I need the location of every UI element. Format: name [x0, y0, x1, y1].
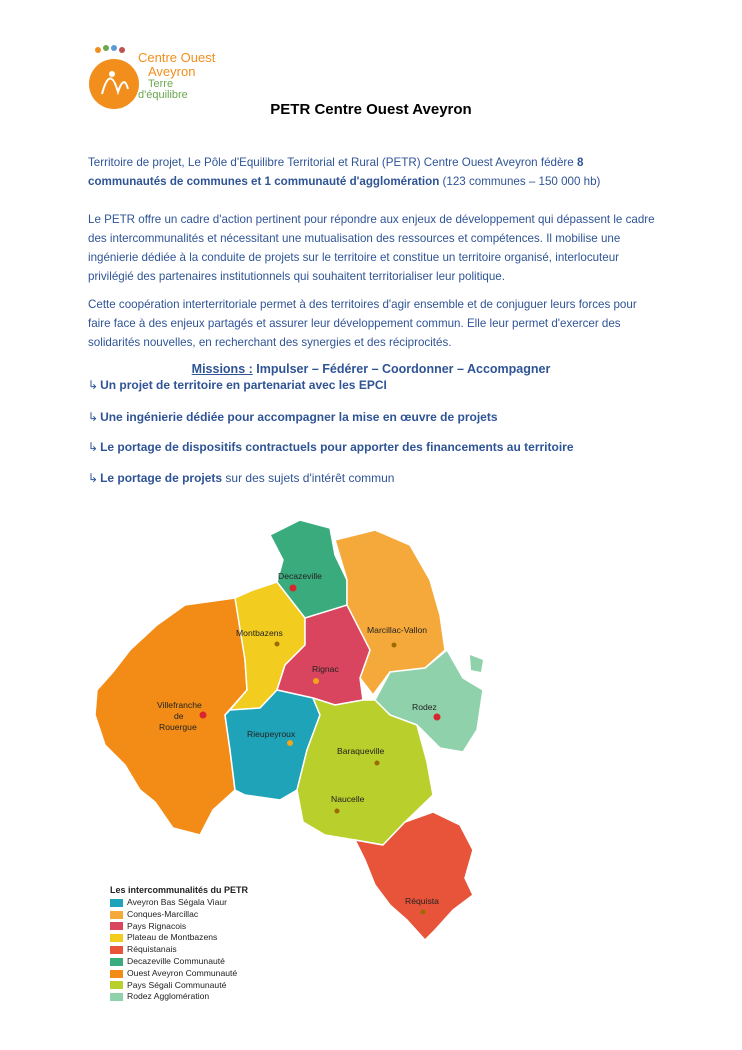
paragraph-2: Le PETR offre un cadre d'action pertinent pour répondre aux enjeux de développement qui dépassent le cadre des intercommunalités et nécessitant une mutualisation des ressources et compétences. Il mobilise une ingénierie dédiée à la conduite de projets sur le territoire et constitue un territoire organisé, interlocuteur privilégié des partenaires institutionnels qui souhaitent territorialiser leur politique.: [88, 213, 655, 283]
paragraph-3: Cette coopération interterritoriale permet à des territoires d'agir ensemble et de conjuguer leurs forces pour faire face à des enjeux partagés et assurer leur développement commun. Elle leur permet d'exercer des solidarités nouvelles, en recherchant des synergies et des réciprocités.: [88, 298, 637, 349]
legend-label: Ouest Aveyron Communauté: [127, 967, 238, 978]
place-villefranche-rouergue: Rouergue: [159, 722, 197, 732]
place-decazeville: Decazeville: [278, 571, 322, 581]
petr-territory-map: [85, 500, 495, 950]
logo-line1: Centre Ouest: [138, 50, 216, 65]
place-requista: Réquista: [405, 896, 439, 906]
arrow-icon: ↳: [88, 471, 99, 485]
region-rodez-exclave: [470, 655, 483, 672]
intro-text-before: Territoire de projet, Le Pôle d'Equilibre Territorial et Rural (PETR) Centre Ouest Aveyron fédère: [88, 156, 577, 169]
legend-item: [110, 932, 248, 944]
legend-item: [110, 909, 248, 921]
legend-title: Les intercommunalités du PETR: [110, 885, 249, 895]
place-rodez: Rodez: [412, 702, 437, 712]
mission-item-rest: sur des sujets d'intérêt commun: [222, 471, 395, 485]
legend-swatch: [110, 981, 123, 989]
legend-item: [110, 956, 248, 968]
place-dot: [421, 910, 426, 915]
place-villefranche: Villefranche: [157, 700, 202, 710]
logo-line2: Aveyron: [148, 64, 196, 79]
legend-swatch: [110, 899, 123, 907]
legend-swatch: [110, 958, 123, 966]
legend-item: [110, 968, 248, 980]
place-rignac: Rignac: [312, 664, 339, 674]
mission-item-bold: Le portage de dispositifs contractuels pour apporter des financements au territoire: [100, 440, 574, 454]
intro-text-after: (123 communes – 150 000 hb): [439, 175, 601, 188]
arrow-icon: ↳: [88, 440, 99, 454]
legend-item: [110, 897, 248, 909]
place-dot: [287, 740, 293, 746]
place-dot: [375, 761, 380, 766]
legend-item: [110, 921, 248, 933]
place-baraqueville: Baraqueville: [337, 746, 385, 756]
legend-label: Decazeville Communauté: [127, 955, 225, 966]
legend-label: Conques-Marcillac: [127, 908, 199, 919]
legend-item: [110, 991, 248, 1003]
place-dot: [392, 643, 397, 648]
legend-swatch: [110, 911, 123, 919]
legend-label: Aveyron Bas Ségala Viaur: [127, 897, 228, 907]
missions-heading: [0, 362, 742, 376]
legend-swatch: [110, 922, 123, 930]
mission-item: [88, 410, 498, 424]
intro-paragraph: [88, 153, 658, 191]
legend-label: Pays Rignacois: [127, 920, 187, 931]
legend-label: Plateau de Montbazens: [127, 932, 218, 943]
place-villefranche-de: de: [174, 711, 184, 721]
place-marcillac-vallon: Marcillac-Vallon: [367, 625, 428, 635]
place-dot: [313, 678, 319, 684]
missions-label: Missions :: [191, 362, 253, 376]
intro-bold: 8 communautés de communes et 1 communauté d'agglomération: [88, 156, 584, 188]
mission-item: [88, 378, 387, 392]
logo-line4: d'équilibre: [138, 89, 188, 101]
mission-item: [88, 440, 574, 454]
arrow-icon: ↳: [88, 410, 99, 424]
mission-item: [88, 471, 394, 485]
place-dot: [434, 714, 441, 721]
place-dot: [200, 712, 207, 719]
place-dot: [290, 585, 297, 592]
legend-swatch: [110, 970, 123, 978]
legend-label: Rodez Agglomération: [127, 991, 210, 1002]
page-title: PETR Centre Ouest Aveyron: [270, 101, 472, 118]
map-legend: [110, 885, 248, 1003]
legend-label: Pays Ségali Communauté: [127, 979, 227, 990]
place-dot: [335, 809, 340, 814]
mission-item-bold: Le portage de projets: [100, 471, 223, 485]
legend-label: Réquistanais: [127, 944, 177, 955]
missions-text: Impulser – Fédérer – Coordonner – Accompagner: [252, 362, 551, 376]
legend-swatch: [110, 946, 123, 954]
legend-item: [110, 980, 248, 992]
mission-item-bold: Un projet de territoire en partenariat avec les EPCI: [100, 378, 387, 392]
place-dot: [275, 642, 280, 647]
arrow-icon: ↳: [88, 378, 99, 392]
place-montbazens: Montbazens: [236, 628, 283, 638]
place-rieupeyroux: Rieupeyroux: [247, 729, 296, 739]
mission-item-bold: Une ingénierie dédiée pour accompagner la mise en œuvre de projets: [100, 410, 498, 424]
logo-line3: Terre: [148, 78, 174, 90]
legend-swatch: [110, 934, 123, 942]
place-naucelle: Naucelle: [331, 794, 365, 804]
legend-item: [110, 944, 248, 956]
legend-swatch: [110, 993, 123, 1001]
